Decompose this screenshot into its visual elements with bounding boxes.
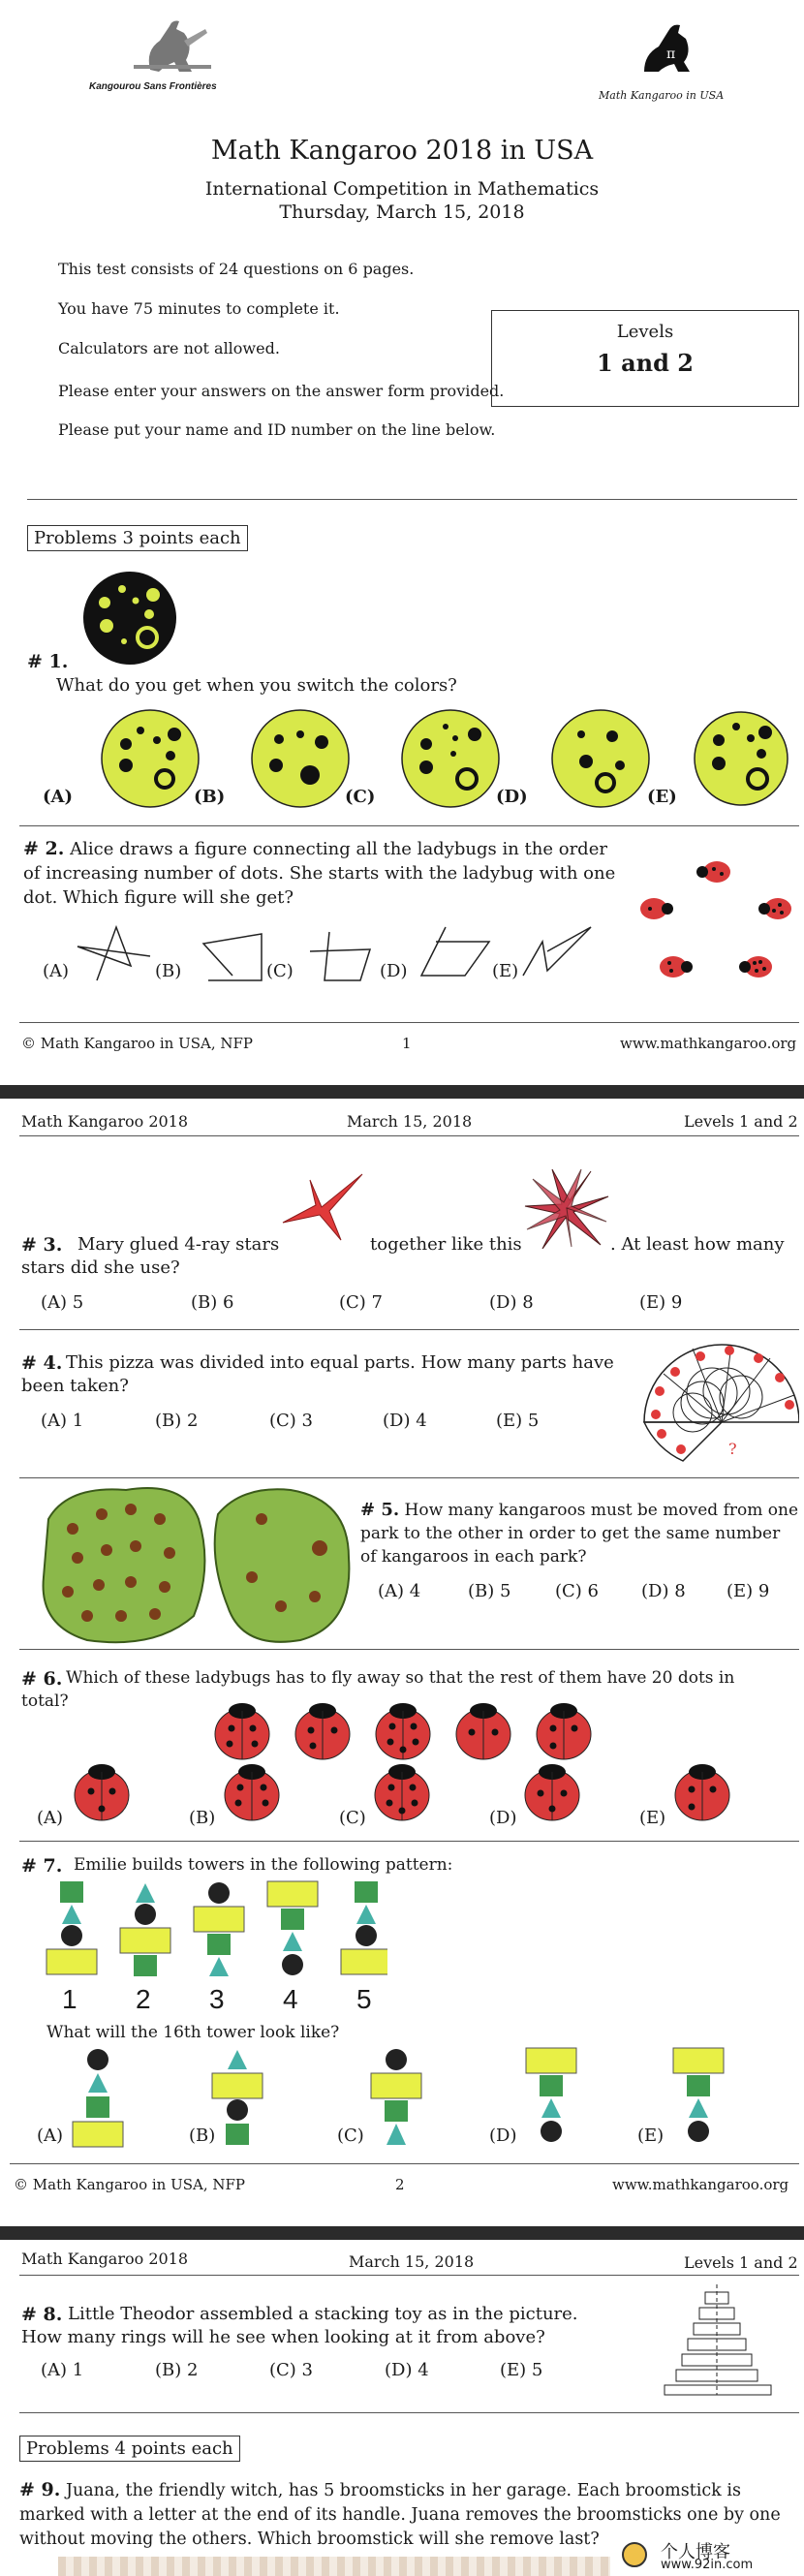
q1-option-b-image — [252, 710, 349, 807]
q8-option-d[interactable]: (D) 4 — [385, 2360, 429, 2380]
q6-text-line-2: total? — [21, 1691, 69, 1711]
q9-number: # 9. — [19, 2479, 61, 2500]
ladybug — [537, 1703, 591, 1759]
q1-option-d-image — [552, 710, 649, 807]
header-center: March 15, 2018 — [349, 2252, 475, 2271]
instruction-4: Please enter your answers on the answer form provided. — [58, 382, 505, 400]
q8-option-c[interactable]: (C) 3 — [269, 2360, 313, 2380]
q2-number: # 2. — [23, 838, 65, 859]
divider — [10, 2163, 799, 2164]
levels-value: 1 and 2 — [597, 349, 694, 377]
q8-number: # 8. — [21, 2304, 63, 2325]
q1-option-e-image — [695, 712, 788, 805]
q4-text-line-1: This pizza was divided into equal parts. How many parts have — [66, 1352, 614, 1373]
q4-question-mark: ? — [728, 1440, 737, 1458]
q5-text — [360, 1499, 801, 1568]
q4-option-b[interactable]: (B) 2 — [155, 1411, 199, 1431]
q2-line-3: dot. Which figure will she get? — [23, 887, 294, 908]
q8-option-a[interactable]: (A) 1 — [41, 2360, 84, 2380]
q6-text-line-1: Which of these ladybugs has to fly away so that the rest of them have 20 dots in — [66, 1668, 735, 1688]
q7-tower-number-3: 3 — [209, 1984, 225, 2014]
divider — [19, 2275, 799, 2276]
instruction-2: You have 75 minutes to complete it. — [58, 299, 340, 318]
instruction-3: Calculators are not allowed. — [58, 339, 280, 357]
q4-number: # 4. — [21, 1352, 63, 1374]
page-separator — [0, 2226, 804, 2240]
levels-label: Levels — [616, 322, 674, 342]
logo-left-text: Kangourou Sans Frontières — [89, 81, 217, 92]
q8-option-b[interactable]: (B) 2 — [155, 2360, 199, 2380]
logo-right-text: Math Kangaroo in USA — [599, 89, 725, 102]
q8-stacking-toy — [661, 2282, 777, 2410]
q2-text — [23, 837, 624, 910]
q7-option-c[interactable]: (C) — [337, 2126, 364, 2146]
q3-option-c[interactable]: (C) 7 — [339, 1292, 383, 1313]
footer-left: © Math Kangaroo in USA, NFP — [21, 1035, 254, 1052]
q7-question: What will the 16th tower look like? — [46, 2023, 340, 2042]
q9-line-3: without moving the others. Which broomstick will she remove last? — [19, 2529, 600, 2549]
divider — [19, 1329, 799, 1330]
instruction-1: This test consists of 24 questions on 6 pages. — [58, 260, 415, 278]
q3-text-part-1: Mary glued 4-ray stars — [77, 1234, 280, 1255]
q7-option-e[interactable]: (E) — [637, 2126, 665, 2146]
q1-option-a[interactable]: (A) — [43, 787, 73, 807]
q3-text-part-2: together like this — [370, 1234, 522, 1255]
q5-line-3: of kangaroos in each park? — [360, 1547, 587, 1567]
q8-text-line-2: How many rings will he see when looking at it from above? — [21, 2327, 545, 2347]
q1-reference-circle — [77, 570, 182, 670]
kangourou-logo — [116, 12, 223, 78]
q5-option-c[interactable]: (C) 6 — [555, 1581, 599, 1601]
svg-text:π: π — [666, 47, 676, 62]
q8-text-line-1: Little Theodor assembled a stacking toy as in the picture. — [68, 2304, 578, 2324]
q3-option-d[interactable]: (D) 8 — [489, 1292, 534, 1313]
q6-option-c[interactable]: (C) — [339, 1808, 366, 1828]
ladybug — [456, 1703, 510, 1759]
q5-parks — [39, 1480, 358, 1654]
q3-star-image — [281, 1172, 364, 1246]
divider — [19, 2412, 799, 2413]
q7-text: Emilie builds towers in the following pattern: — [74, 1855, 453, 1875]
q5-option-a[interactable]: (A) 4 — [378, 1581, 421, 1601]
q3-combined-stars — [523, 1167, 610, 1253]
q5-line-1: How many kangaroos must be moved from one — [404, 1501, 799, 1520]
q2-ladybugs — [634, 853, 799, 998]
q6-option-ladybugs — [68, 1758, 736, 1830]
q9-line-2: marked with a letter at the end of its handle. Juana removes the broomsticks one by one — [19, 2505, 781, 2525]
q1-option-a-image — [102, 710, 199, 807]
q1-option-e[interactable]: (E) — [647, 787, 677, 807]
q2-option-c[interactable]: (C) — [266, 961, 294, 981]
q3-number: # 3. — [21, 1234, 63, 1256]
ladybug — [376, 1703, 430, 1759]
section-label: Problems 4 points each — [19, 2436, 240, 2462]
footer-right: www.mathkangaroo.org — [620, 1035, 797, 1052]
broomstick-image-strip — [58, 2557, 610, 2576]
q4-option-a[interactable]: (A) 1 — [41, 1411, 84, 1431]
q5-line-2: park to the other in order to get the same number — [360, 1524, 781, 1543]
q5-option-d[interactable]: (D) 8 — [641, 1581, 686, 1601]
q4-text-line-2: been taken? — [21, 1376, 129, 1396]
watermark-url: www.92in.com — [661, 2558, 754, 2572]
q1-option-c[interactable]: (C) — [345, 787, 376, 807]
ladybug — [295, 1703, 350, 1759]
footer-left: © Math Kangaroo in USA, NFP — [14, 2176, 246, 2193]
q7-number: # 7. — [21, 1855, 63, 1877]
q6-number: # 6. — [21, 1668, 63, 1690]
q7-tower-number-5: 5 — [356, 1984, 372, 2014]
q7-tower-number-4: 4 — [283, 1984, 298, 2014]
watermark-avatar-icon — [622, 2542, 647, 2567]
divider — [19, 825, 799, 826]
ladybug — [215, 1703, 269, 1759]
watermark — [618, 2536, 804, 2576]
q6-option-a[interactable]: (A) — [37, 1808, 64, 1828]
watermark-cn: 个人博客 — [661, 2542, 730, 2562]
q7-option-b[interactable]: (B) — [189, 2126, 216, 2146]
footer-right: www.mathkangaroo.org — [612, 2176, 789, 2193]
q4-option-d[interactable]: (D) 4 — [383, 1411, 427, 1431]
subtitle: International Competition in Mathematics — [204, 178, 600, 200]
q7-tower-number-1: 1 — [62, 1984, 77, 2014]
q1-number: # 1. — [27, 651, 69, 672]
header-center: March 15, 2018 — [347, 1112, 473, 1131]
q6-option-b[interactable]: (B) — [189, 1808, 216, 1828]
q1-option-d[interactable]: (D) — [496, 787, 528, 807]
page-title: Math Kangaroo 2018 in USA — [210, 136, 594, 166]
q3-option-b[interactable]: (B) 6 — [191, 1292, 234, 1313]
header-left: Math Kangaroo 2018 — [21, 2250, 189, 2268]
math-kangaroo-logo — [630, 14, 707, 78]
q3-text-line-2: stars did she use? — [21, 1257, 180, 1278]
q7-pattern-towers — [39, 1879, 387, 1985]
q4-pizza — [634, 1335, 799, 1474]
q1-option-b[interactable]: (B) — [194, 787, 226, 807]
q4-option-e[interactable]: (E) 5 — [496, 1411, 540, 1431]
q7-option-a[interactable]: (A) — [37, 2126, 64, 2146]
instruction-5: Please put your name and ID number on the line below. — [58, 420, 496, 439]
q2-line-1: Alice draws a figure connecting all the ladybugs in the order — [70, 839, 607, 859]
q2-figures — [19, 922, 639, 990]
q8-option-e[interactable]: (E) 5 — [500, 2360, 543, 2380]
divider — [19, 1022, 799, 1023]
divider — [19, 1477, 799, 1478]
q9-line-1: Juana, the friendly witch, has 5 broomsticks in her garage. Each broomstick is — [65, 2481, 741, 2500]
header-right: Levels 1 and 2 — [684, 1112, 798, 1131]
q2-option-b[interactable]: (B) — [155, 961, 182, 981]
q7-option-d[interactable]: (D) — [489, 2126, 517, 2146]
divider — [19, 1135, 799, 1136]
q1-text: What do you get when you switch the colors? — [56, 675, 457, 696]
q5-option-b[interactable]: (B) 5 — [468, 1581, 511, 1601]
q2-option-d[interactable]: (D) — [380, 961, 408, 981]
divider — [19, 1841, 799, 1842]
q3-text-part-3: . At least how many — [610, 1234, 785, 1255]
q5-option-e[interactable]: (E) 9 — [727, 1581, 770, 1601]
q4-option-c[interactable]: (C) 3 — [269, 1411, 313, 1431]
q2-option-e[interactable]: (E) — [492, 961, 519, 981]
q6-option-e[interactable]: (E) — [639, 1808, 666, 1828]
q5-number: # 5. — [360, 1500, 400, 1520]
test-date: Thursday, March 15, 2018 — [279, 202, 525, 223]
q2-line-2: of increasing number of dots. She starts with the ladybug with one — [23, 863, 616, 884]
section-label: Problems 3 points each — [27, 525, 248, 551]
footer-page: 1 — [402, 1035, 412, 1052]
q1-option-c-image — [402, 710, 499, 807]
q6-option-d[interactable]: (D) — [489, 1808, 517, 1828]
divider — [27, 499, 797, 500]
page-separator — [0, 1085, 804, 1099]
q3-option-e[interactable]: (E) 9 — [639, 1292, 683, 1313]
divider — [19, 1649, 799, 1650]
q1-options — [19, 705, 794, 812]
header-right: Levels 1 and 2 — [684, 2253, 798, 2272]
q3-option-a[interactable]: (A) 5 — [41, 1292, 84, 1313]
q7-tower-number-2: 2 — [136, 1984, 151, 2014]
footer-page: 2 — [395, 2176, 405, 2193]
q2-option-a[interactable]: (A) — [43, 961, 70, 981]
header-left: Math Kangaroo 2018 — [21, 1112, 189, 1131]
